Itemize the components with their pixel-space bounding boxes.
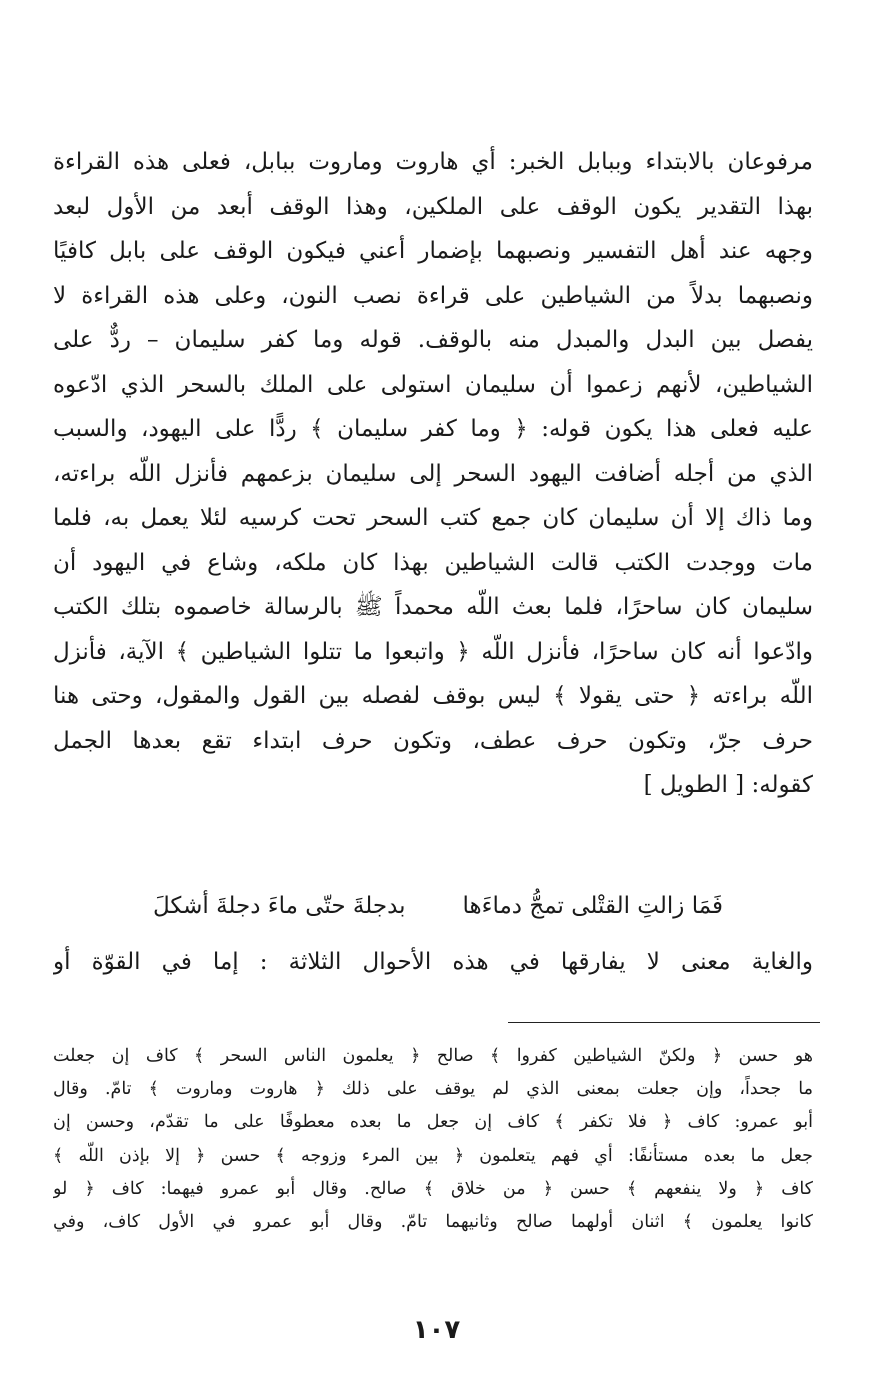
text-line: ونصبهما بدلاً من الشياطين على قراءة نصب النون، وعلى هذه القراءة لا [53, 282, 813, 309]
text-line: وما ذاك إلا أن سليمان كان جمع كتب السحر تحت كرسيه لئلا يعمل به، فلما [53, 505, 813, 531]
text-line: عليه فعلى هذا يكون قوله: ﴿ وما كفر سليمان ﴾ ردًّا على اليهود، والسبب [53, 416, 813, 442]
text-line: الذي من أجله أضافت اليهود السحر إلى سليمان بزعمهم فأنزل اللّه براءته، [53, 460, 813, 487]
footnote-line: أبو عمرو: كاف ﴿ فلا تكفر ﴾ كاف إن جعل ما بعده معطوفًا على ما تقدّم، وحسن إن [53, 1112, 813, 1133]
verse-first-hemistich: فَمَا زالتِ القتْلى تمجُّ دماءَها [462, 893, 723, 919]
text-line: اللّه براءته ﴿ حتى يقولا ﴾ ليس بوقف لفصله بين القول والمقول، وحتى هنا [53, 683, 813, 709]
text-line: سليمان كان ساحرًا، فلما بعث اللّه محمداً ﷺ بالرسالة خاصموه بتلك الكتب [53, 594, 813, 620]
text-line: الشياطين، لأنهم زعموا أن سليمان استولى على الملك بالسحر الذي ادّعوه [53, 371, 813, 398]
footnote-line: جعل ما بعده مستأنفًا: أي فهم يتعلمون ﴿ بين المرء وزوجه ﴾ حسن ﴿ إلا بإذن اللّه ﴾ [53, 1145, 813, 1166]
footnote-line: كاف ﴿ ولا ينفعهم ﴾ حسن ﴿ من خلاق ﴾ صالح. وقال أبو عمرو فيهما: كاف ﴿ لو [53, 1178, 813, 1199]
text-line: والغاية معنى لا يفارقها في هذه الأحوال الثلاثة : إما في القوّة أو [53, 949, 813, 975]
verse-second-hemistich: بدجلةَ حتّى ماءَ دجلةَ أشكلَ [153, 893, 406, 919]
text-line: حرف جرّ، وتكون حرف عطف، وتكون حرف ابتداء تقع بعدها الجمل [53, 727, 813, 754]
text-line: مرفوعان بالابتداء وببابل الخبر: أي هاروت وماروت ببابل، فعلى هذه القراءة [53, 149, 813, 175]
poetry-verse [153, 884, 723, 928]
page-number: ١٠٧ [412, 1315, 461, 1345]
footnote-separator [508, 1022, 820, 1023]
continuation-text [53, 940, 813, 985]
footnote-line: ما جحداً، وإن جعلت بمعنى الذي لم يوقف على ذلك ﴿ هاروت وماروت ﴾ تامّ. وقال [53, 1079, 813, 1100]
text-line: وجهه عند أهل التفسير ونصبهما بإضمار أعني فيكون الوقف على بابل كافيًا [53, 238, 813, 264]
text-line: مات ووجدت الكتب قالت الشياطين بهذا كان ملكه، وشاع في اليهود أن [53, 549, 813, 576]
text-line: بهذا التقدير يكون الوقف على الملكين، وهذا الوقف أبعد من الأول لبعد [53, 193, 813, 220]
footnote-line: هو حسن ﴿ ولكنّ الشياطين كفروا ﴾ صالح ﴿ يعلمون الناس السحر ﴾ كاف إن جعلت [53, 1046, 813, 1066]
main-body-text [53, 140, 813, 808]
footnote-line: كانوا يعلمون ﴾ اثنان أولهما صالح وثانيهما تامّ. وقال أبو عمرو في الأول كاف، وفي [53, 1211, 813, 1232]
footnotes [53, 1040, 813, 1239]
text-line: كقوله: [ الطويل ] [643, 772, 813, 798]
text-line: يفصل بين البدل والمبدل منه بالوقف. قوله وما كفر سليمان – ردٌّ على [53, 327, 813, 353]
text-line: وادّعوا أنه كان ساحرًا، فأنزل اللّه ﴿ واتبعوا ما تتلوا الشياطين ﴾ الآية، فأنزل [53, 638, 813, 665]
